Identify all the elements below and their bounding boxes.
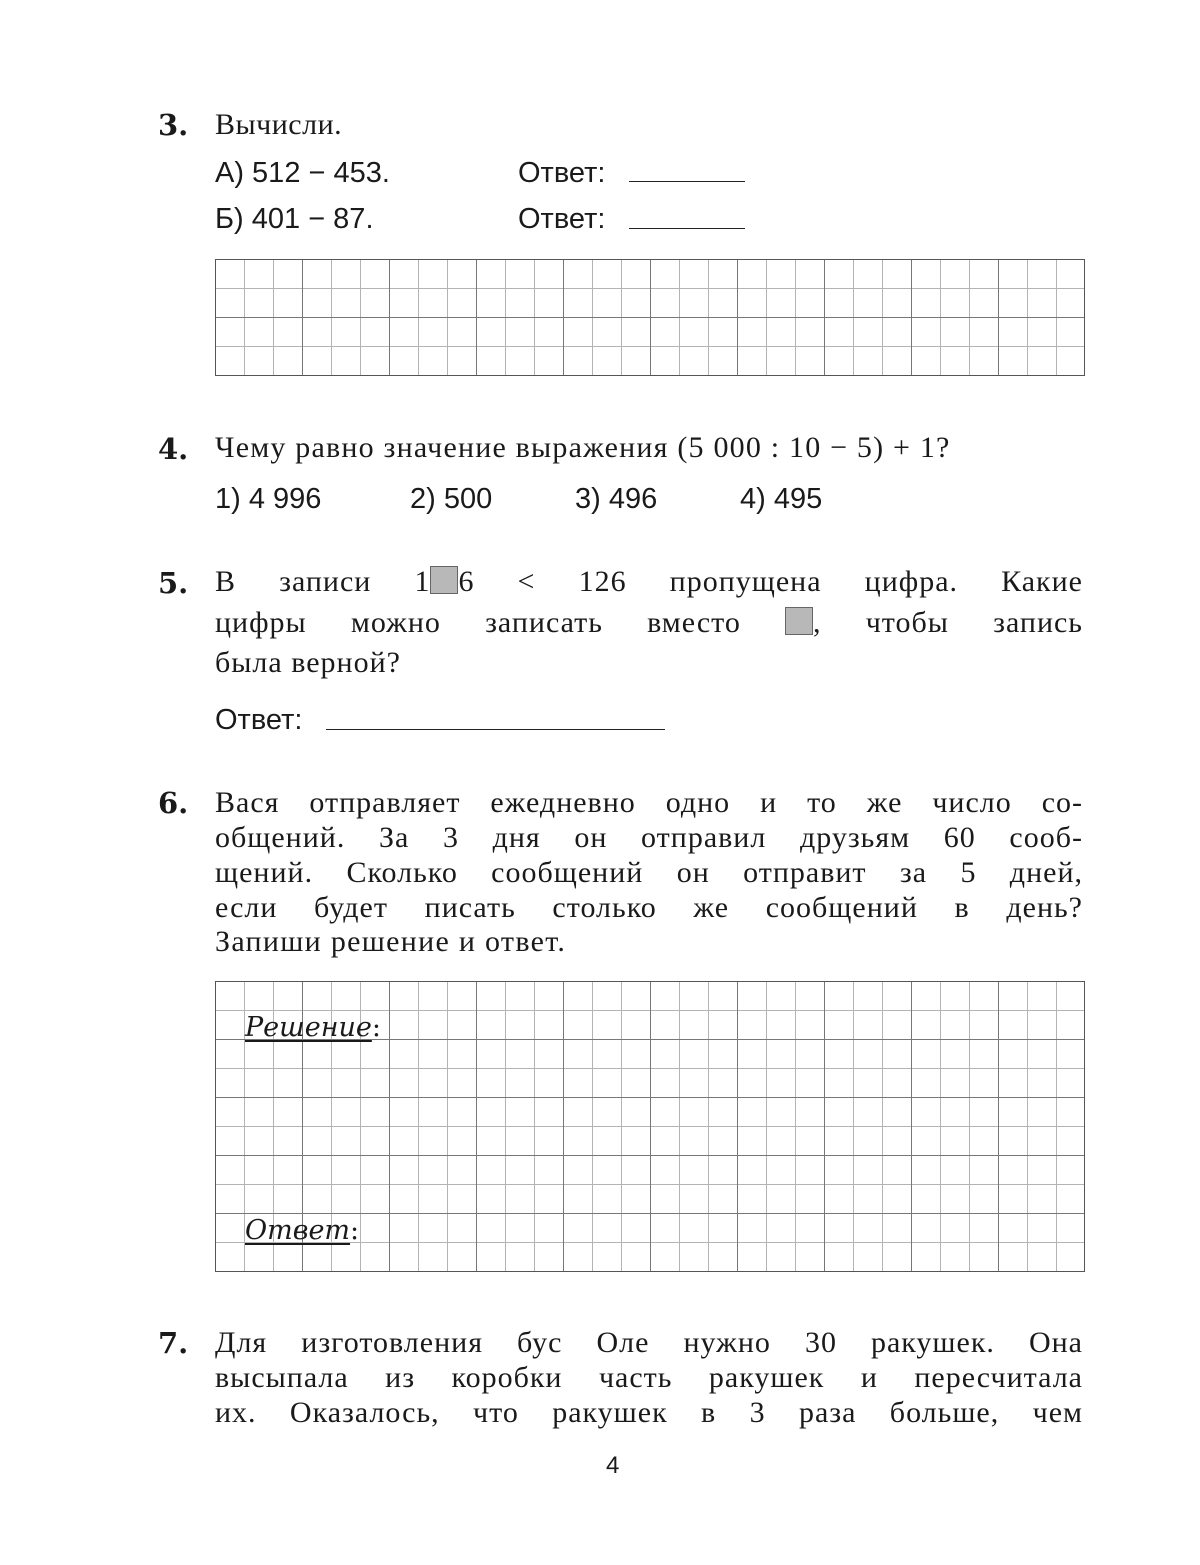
task4-option-3[interactable]: 3) 496	[575, 483, 658, 515]
task5-line-2	[215, 605, 1083, 640]
page-number: 4	[606, 1452, 620, 1479]
task7-line-1: Для изготовления бус Оле нужно 30 ракушек. Она	[215, 1326, 1083, 1359]
task6-line-2: общений. За 3 дня он отправил друзьям 60 сооб-	[215, 821, 1083, 854]
answer-colon: :	[350, 1215, 360, 1246]
solution-label-text: Решение	[245, 1012, 372, 1043]
task6-number: 6.	[158, 786, 189, 820]
task5-line2-post: , чтобы запись	[813, 606, 1083, 639]
missing-digit-square-icon	[785, 607, 813, 635]
task6-line-4: если будет писать столько же сообщений в день?	[215, 891, 1083, 924]
task3-number: 3.	[158, 108, 189, 142]
task6-line-1: Вася отправляет ежедневно одно и то же число со-	[215, 786, 1083, 819]
task3-expression-a: А) 512 − 453.	[215, 157, 390, 189]
task5-line-1	[215, 564, 1083, 599]
task5-line1-pre: В записи 1	[215, 565, 431, 598]
task3-title: Вычисли.	[215, 108, 343, 141]
task4-option-4[interactable]: 4) 495	[740, 483, 823, 515]
task7-line-2: высыпала из коробки часть ракушек и пересчитала	[215, 1361, 1083, 1394]
task5-line1-post: 6 < 126 пропущена цифра. Какие	[458, 565, 1083, 598]
task6-line-5: Запиши решение и ответ.	[215, 925, 567, 958]
task6-line-3: щений. Сколько сообщений он отправит за 5 дней,	[215, 856, 1083, 889]
task5-answer-line[interactable]	[326, 729, 665, 730]
task7-number: 7.	[158, 1326, 189, 1360]
task3-answer-b-label: Ответ:	[518, 203, 606, 235]
task3-answer-a-line[interactable]	[629, 181, 745, 182]
task5-line-3: была верной?	[215, 646, 401, 679]
task3-answer-b-line[interactable]	[629, 228, 745, 229]
task4-question: Чему равно значение выражения (5 000 : 10 − 5) + 1?	[215, 431, 951, 464]
task4-option-2[interactable]: 2) 500	[410, 483, 493, 515]
task3-answer-a-label: Ответ:	[518, 157, 606, 189]
task6-answer-label	[245, 1215, 359, 1246]
solution-colon: :	[371, 1012, 381, 1043]
task5-answer-label: Ответ:	[215, 704, 303, 736]
task6-solution-label	[245, 1012, 381, 1043]
task5-line2-pre: цифры можно записать вместо	[215, 606, 741, 639]
task5-number: 5.	[158, 566, 189, 600]
answer-label-text: Ответ	[245, 1215, 351, 1246]
task3-expression-b: Б) 401 − 87.	[215, 203, 374, 235]
task4-option-1[interactable]: 1) 4 996	[215, 483, 322, 515]
missing-digit-square-icon	[430, 566, 458, 594]
task3-work-grid[interactable]	[215, 259, 1085, 376]
task7-line-3: их. Оказалось, что ракушек в 3 раза больше, чем	[215, 1396, 1083, 1429]
task4-number: 4.	[158, 432, 189, 466]
